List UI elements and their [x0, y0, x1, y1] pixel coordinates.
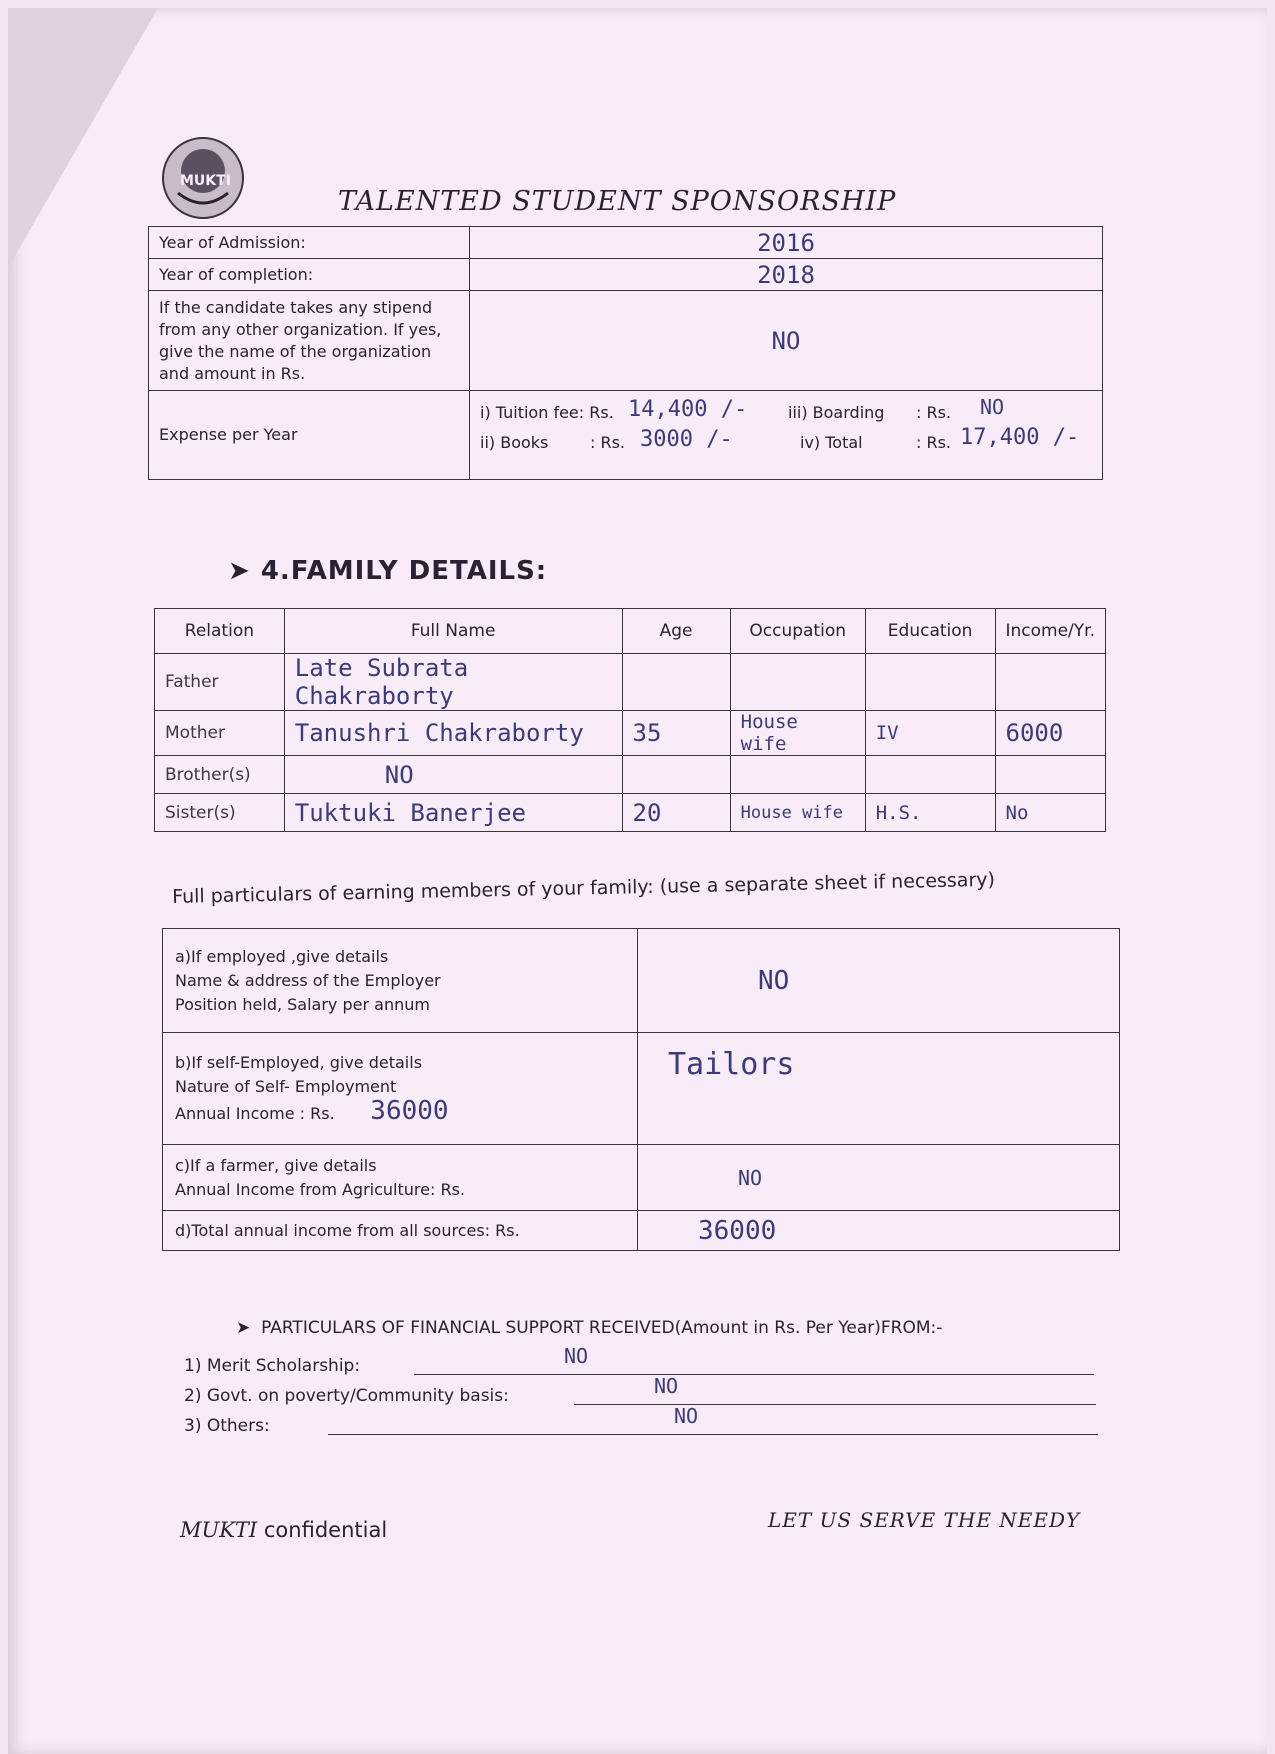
arrow-right-icon: ➤ — [236, 1318, 262, 1338]
boarding-value: NO — [980, 395, 1005, 419]
self-employed-label: b)If self-Employed, give details Nature of Self- Employment Annual Income : Rs. 36000 — [163, 1033, 638, 1145]
admission-table — [148, 226, 1103, 480]
family-section-title: ➤ 4.FAMILY DETAILS: — [228, 556, 548, 586]
header-education: Education — [865, 609, 995, 654]
tuition-label: i) Tuition fee: Rs. — [480, 403, 614, 422]
label-year-completion: Year of completion: — [149, 259, 470, 291]
mukti-logo — [158, 133, 258, 223]
earning-note: Full particulars of earning members of your family: (use a separate sheet if necessary) — [172, 868, 996, 908]
folded-corner — [8, 8, 158, 268]
form-title: TALENTED STUDENT SPONSORSHIP — [338, 186, 897, 217]
tuition-value: 14,400 /- — [628, 397, 748, 422]
boarding-prefix: : Rs. — [916, 403, 952, 422]
earning-table — [162, 928, 1120, 1251]
value-year-completion: 2018 — [470, 259, 1103, 291]
books-label: ii) Books — [480, 433, 549, 452]
total-value: 17,400 /- — [960, 425, 1080, 450]
books-value: 3000 /- — [640, 427, 733, 452]
total-income-label: d)Total annual income from all sources: Rs. — [163, 1211, 638, 1251]
arrow-right-icon: ➤ — [228, 556, 261, 586]
header-age: Age — [622, 609, 730, 654]
employed-label: a)If employed ,give details Name & address of the Employer Position held, Salary per annum — [163, 929, 638, 1033]
value-year-admission: 2016 — [470, 227, 1103, 259]
total-prefix: : Rs. — [916, 433, 952, 452]
self-employed-value: Tailors — [638, 1033, 1120, 1145]
employed-value: NO — [638, 929, 1120, 1033]
govt-line — [574, 1404, 1096, 1405]
footer-confidential: MUKTI confidential — [180, 1518, 388, 1542]
family-table — [154, 608, 1106, 832]
merit-line — [414, 1374, 1094, 1375]
header-full-name: Full Name — [284, 609, 622, 654]
merit-label: 1) Merit Scholarship: — [184, 1356, 361, 1376]
govt-label: 2) Govt. on poverty/Community basis: — [184, 1386, 509, 1406]
header-occupation: Occupation — [730, 609, 865, 654]
boarding-label: iii) Boarding — [788, 403, 885, 422]
total-income-value: 36000 — [638, 1211, 1120, 1251]
financial-heading: ➤ PARTICULARS OF FINANCIAL SUPPORT RECEIVED(Amount in Rs. Per Year)FROM:- — [236, 1318, 943, 1338]
label-year-admission: Year of Admission: — [149, 227, 470, 259]
table-row: Mother Tanushri Chakraborty 35 House wife IV 6000 — [155, 711, 1106, 756]
merit-value: NO — [564, 1344, 589, 1368]
others-label: 3) Others: — [184, 1416, 270, 1436]
govt-value: NO — [654, 1374, 679, 1398]
self-employed-income: 36000 — [370, 1096, 449, 1126]
books-prefix: : Rs. — [590, 433, 626, 452]
others-line — [328, 1434, 1098, 1435]
total-label: iv) Total — [800, 433, 863, 452]
expense-details — [470, 391, 1102, 479]
label-expense: Expense per Year — [149, 391, 470, 480]
table-row: Brother(s) NO — [155, 756, 1106, 794]
footer-motto: LET US SERVE THE NEEDY — [768, 1508, 1081, 1532]
form-page — [8, 8, 1267, 1754]
label-stipend: If the candidate takes any stipend from any other organization. If yes, give the name of the organization and amount in Rs. — [149, 291, 470, 391]
value-stipend: NO — [470, 291, 1103, 391]
farmer-value: NO — [638, 1145, 1120, 1211]
header-income: Income/Yr. — [995, 609, 1106, 654]
others-value: NO — [674, 1404, 699, 1428]
header-relation: Relation — [155, 609, 285, 654]
table-row: Father Late Subrata Chakraborty — [155, 654, 1106, 711]
table-row: Sister(s) Tuktuki Banerjee 20 House wife H.S. No — [155, 794, 1106, 832]
svg-text:MUKTI: MUKTI — [180, 173, 231, 189]
farmer-label: c)If a farmer, give details Annual Income from Agriculture: Rs. — [163, 1145, 638, 1211]
